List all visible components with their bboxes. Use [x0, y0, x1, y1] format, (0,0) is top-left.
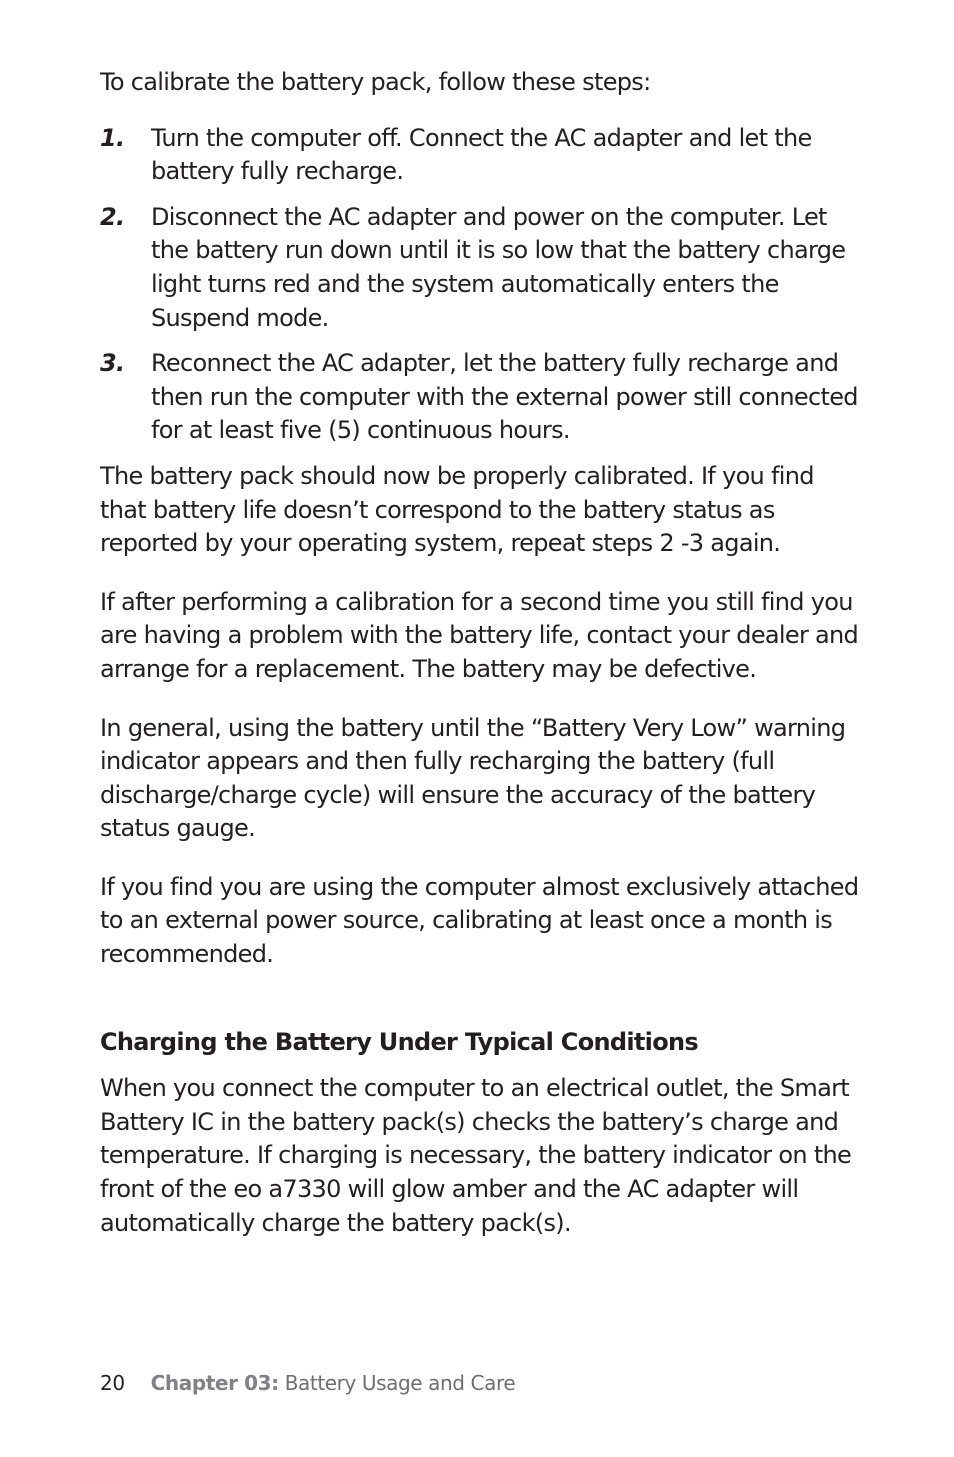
- intro-text: To calibrate the battery pack, follow these steps:: [100, 68, 651, 96]
- step-text: Turn the computer off. Connect the AC adapter and let the battery fully recharge.: [151, 123, 812, 186]
- step-text: Reconnect the AC adapter, let the battery fully recharge and then run the computer with the external power still connected for at least five (5) continuous hours.: [151, 349, 858, 445]
- step-number: 3.: [100, 349, 125, 378]
- calibration-steps-list: [100, 122, 860, 448]
- paragraph-monthly: If you find you are using the computer almost exclusively attached to an external power source, calibrating at least once a month is recommended.: [100, 872, 859, 969]
- paragraph-calibrated: The battery pack should now be properly calibrated. If you find that battery life doesn’t correspond to the battery status as reported by your operating system, repeat steps 2 -3 again.: [100, 461, 814, 558]
- list-item: [100, 201, 860, 335]
- section-heading: Charging the Battery Under Typical Conditions: [100, 1027, 698, 1056]
- list-item: [100, 122, 860, 189]
- chapter-title: Battery Usage and Care: [284, 1371, 516, 1395]
- list-item: [100, 347, 860, 448]
- step-number: 2.: [100, 202, 125, 231]
- page-number: 20: [100, 1371, 125, 1395]
- section-body: When you connect the computer to an electrical outlet, the Smart Battery IC in the battery pack(s) checks the battery’s charge and temperature. If charging is necessary, the battery indicator on the front of the eo a7330 will glow amber and the AC adapter will automatically charge the battery pack(s).: [100, 1074, 852, 1237]
- chapter-label: Chapter 03:: [150, 1371, 279, 1395]
- step-text: Disconnect the AC adapter and power on the computer. Let the battery run down until it is so low that the battery charge light turns red and the system automatically enters the Suspend mode.: [151, 202, 846, 332]
- page-footer: [100, 1368, 515, 1398]
- step-number: 1.: [100, 123, 125, 152]
- page-content: [100, 66, 860, 1240]
- paragraph-replacement: If after performing a calibration for a second time you still find you are having a problem with the battery life, contact your dealer and arrange for a replacement. The battery may be defective.: [100, 587, 859, 683]
- paragraph-general: In general, using the battery until the “Battery Very Low” warning indicator appears and then fully recharging the battery (full discharge/charge cycle) will ensure the accuracy of the battery status gauge.: [100, 713, 846, 843]
